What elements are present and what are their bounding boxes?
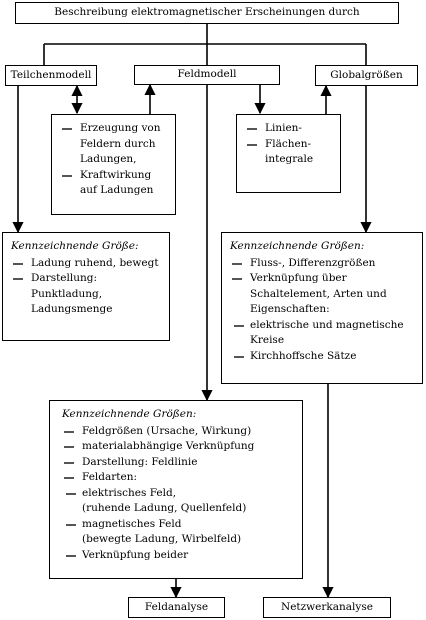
feld-detail-subitem <box>62 486 296 517</box>
feld-subitem-line: magnetisches Feld <box>82 517 182 530</box>
feld-detail-item: Feldgrößen (Ursache, Wirkung) <box>62 424 296 440</box>
feldanalyse-box <box>128 597 225 618</box>
feldmodell-label: Feldmodell <box>177 68 237 81</box>
teilchen-detail-title: Kennzeichnende Größe: <box>11 240 139 252</box>
global-detail-subitem: elektrische und magnetische Kreise <box>230 318 416 349</box>
teilchen-detail-item: Ladung ruhend, bewegt <box>11 256 163 272</box>
global-info-item: Flächen-integrale <box>245 137 334 168</box>
feldmodell-box <box>134 65 280 85</box>
feld-subitem-line: elektrisches Feld, <box>82 486 177 499</box>
global-detail-subitem: Kirchhoffsche Sätze <box>230 349 416 365</box>
global-detail-item: Verknüpfung über Schaltelement, Arten und Eigenschaften: <box>230 271 416 318</box>
feldanalyse-label: Feldanalyse <box>144 600 209 613</box>
feld-detail-title: Kennzeichnende Größen: <box>62 408 197 420</box>
feld-info-box <box>51 114 176 215</box>
feld-subitem-line: Verknüpfung beider <box>82 548 189 561</box>
feld-detail-subitem <box>62 548 296 564</box>
globalgroessen-box <box>315 65 418 86</box>
feld-subitem-line: (bewegte Ladung, Wirbelfeld) <box>82 533 242 545</box>
feld-detail-item: Feldarten: <box>62 470 296 486</box>
feld-detail-item: materialabhängige Verknüpfung <box>62 439 296 455</box>
teilchenmodell-box <box>5 65 97 86</box>
teilchen-detail-box <box>2 232 170 341</box>
teilchen-detail-item: Darstellung: Punktladung, Ladungsmenge <box>11 271 163 318</box>
global-detail-box <box>221 232 423 384</box>
top-title: Beschreibung elektromagnetischer Erscheinungen durch <box>54 6 360 19</box>
global-detail-title: Kennzeichnende Größen: <box>230 240 365 252</box>
global-info-box <box>236 114 341 193</box>
feld-detail-item: Darstellung: Feldlinie <box>62 455 296 471</box>
top-title-box <box>15 2 399 24</box>
globalgroessen-label: Globalgrößen <box>330 68 403 81</box>
feld-subitem-line: (ruhende Ladung, Quellenfeld) <box>82 502 247 514</box>
netzwerkanalyse-box <box>263 597 391 618</box>
global-info-item: Linien- <box>245 121 334 137</box>
feld-info-item: Erzeugung von Feldern durch Ladungen, <box>60 121 169 168</box>
teilchenmodell-label: Teilchenmodell <box>10 68 92 81</box>
feld-detail-subitem <box>62 517 296 548</box>
feld-detail-box <box>49 400 303 579</box>
netzwerkanalyse-label: Netzwerkanalyse <box>281 600 373 613</box>
feld-info-item: Kraftwirkung auf Ladungen <box>60 168 169 199</box>
global-detail-item: Fluss-, Differenzgrößen <box>230 256 416 272</box>
